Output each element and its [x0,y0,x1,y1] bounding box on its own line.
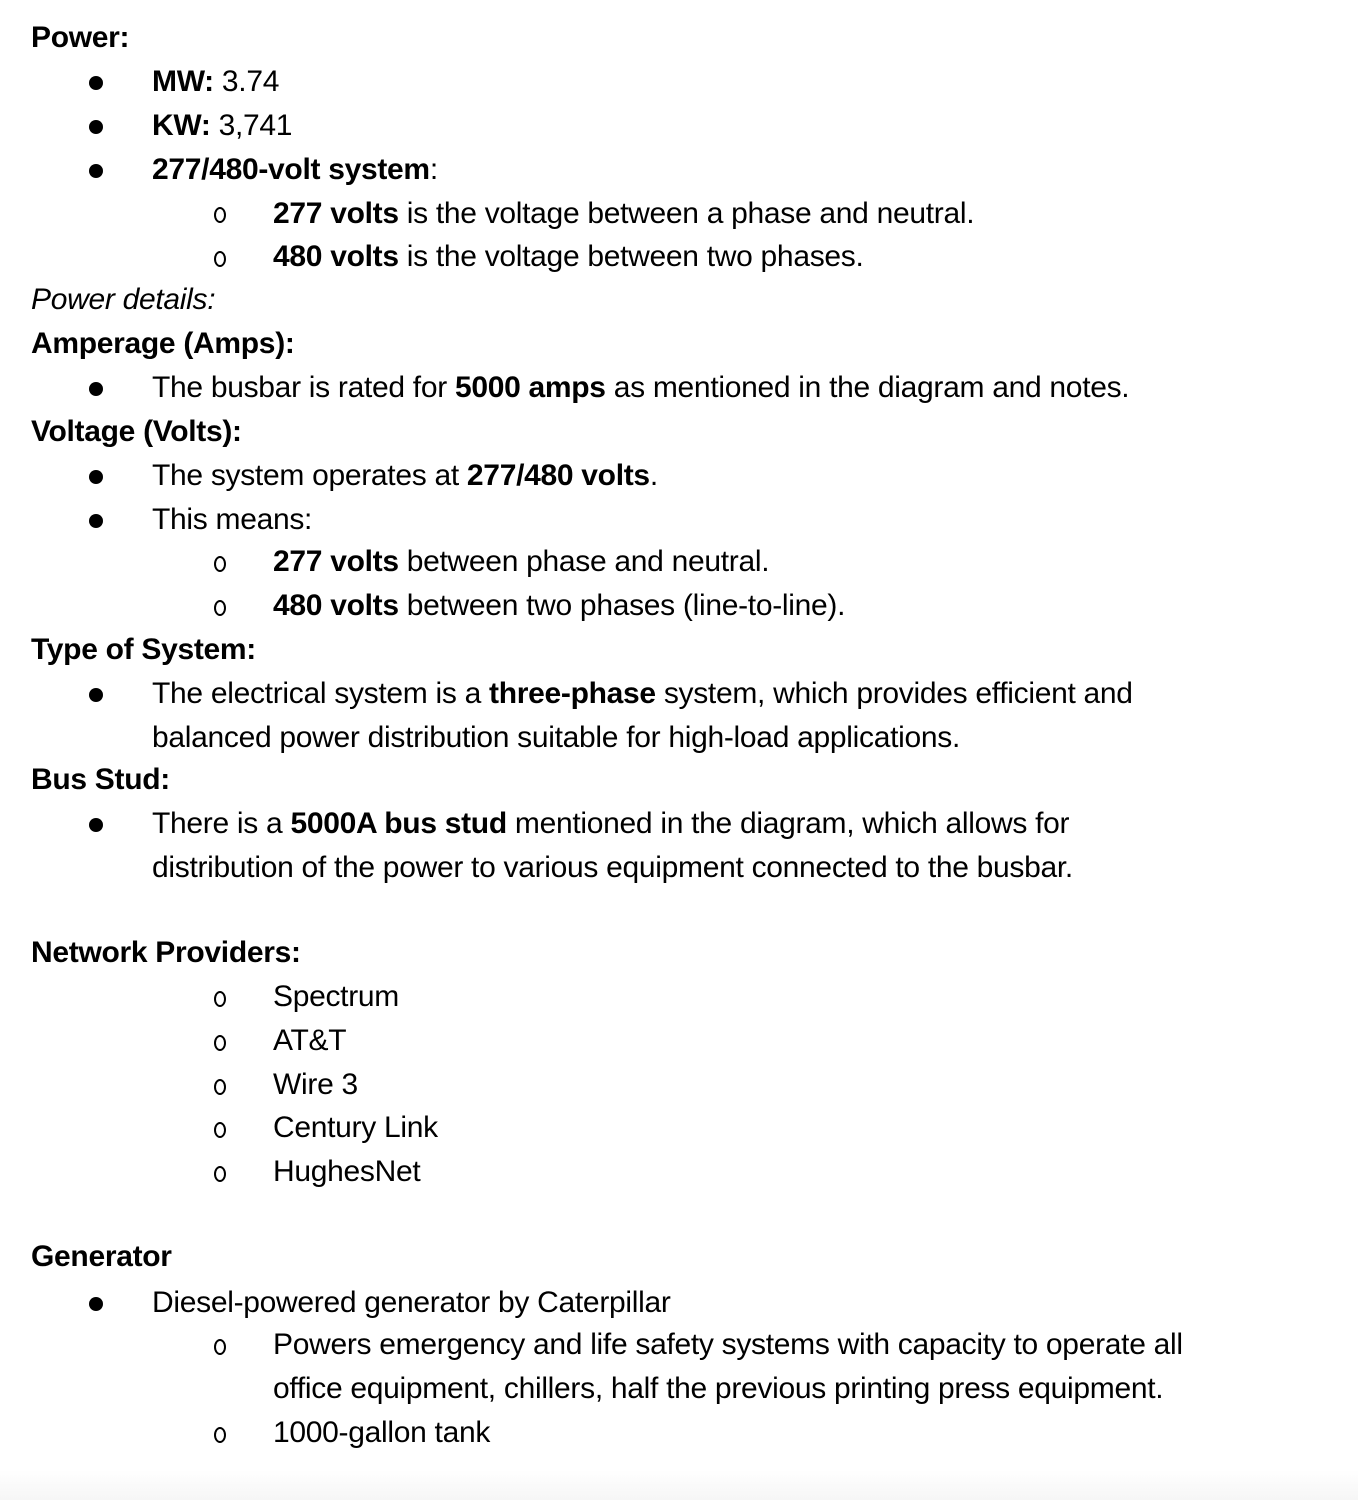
hollow-bullet-icon [214,1166,226,1182]
voltage-sub-277-bold: 277 volts [273,545,399,578]
amperage-pre: The busbar is rated for [152,371,455,404]
power-details-label: Power details: [31,283,216,316]
voltage-item-1 [152,458,658,494]
voltage-sub-480-bold: 480 volts [273,589,399,622]
generator-heading: Generator [31,1240,172,1273]
hollow-bullet-icon [214,1427,226,1443]
generator-sub-1-line2: office equipment, chillers, half the previous printing press equipment. [273,1372,1164,1405]
power-system-colon: : [429,153,438,186]
hollow-bullet-icon [214,991,226,1007]
network-provider: AT&T [273,1024,347,1057]
voltage-sub-277-text: between phase and neutral. [398,545,770,578]
hollow-bullet-icon [214,1339,226,1355]
voltage-heading: Voltage (Volts): [31,415,242,448]
voltage-item-1-post: . [649,459,658,492]
system-type-line2: balanced power distribution suitable for high-load applications. [152,721,960,754]
network-heading: Network Providers: [31,936,301,969]
power-kw-value: 3,741 [210,109,293,142]
power-sub-277 [273,196,974,232]
power-mw [152,64,279,100]
power-heading: Power: [31,21,130,54]
bullet-icon [89,164,103,178]
voltage-item-2: This means: [152,503,313,536]
bullet-icon [89,1297,103,1311]
voltage-item-1-pre: The system operates at [152,459,467,492]
voltage-sub-480 [273,588,845,624]
generator-item: Diesel-powered generator by Caterpillar [152,1286,671,1319]
amperage-heading: Amperage (Amps): [31,327,295,360]
bullet-icon [89,76,103,90]
power-kw-label: KW: [152,109,211,142]
hollow-bullet-icon [214,251,226,267]
bus-stud-line2: distribution of the power to various equipment connected to the busbar. [152,851,1073,884]
bus-stud-heading: Bus Stud: [31,763,170,796]
amperage-post: as mentioned in the diagram and notes. [605,371,1130,404]
network-provider: HughesNet [273,1155,421,1188]
hollow-bullet-icon [214,1079,226,1095]
system-type-bold: three-phase [489,677,656,710]
network-provider: Century Link [273,1111,438,1144]
hollow-bullet-icon [214,1122,226,1138]
generator-sub-2: 1000-gallon tank [273,1416,491,1449]
bullet-icon [89,470,103,484]
power-mw-value: 3.74 [213,65,280,98]
bullet-icon [89,514,103,528]
bus-stud-item [152,806,1069,842]
hollow-bullet-icon [214,207,226,223]
power-sub-480-text: is the voltage between two phases. [398,240,864,273]
voltage-item-1-bold: 277/480 volts [466,459,650,492]
bullet-icon [89,688,103,702]
network-provider: Spectrum [273,980,399,1013]
bus-stud-bold: 5000A bus stud [290,807,507,840]
system-type-heading: Type of System: [31,633,256,666]
amperage-bold: 5000 amps [454,371,606,404]
system-type-item [152,676,1133,712]
hollow-bullet-icon [214,600,226,616]
bullet-icon [89,818,103,832]
system-type-post: system, which provides efficient and [655,677,1133,710]
power-mw-label: MW: [152,65,214,98]
power-kw [152,108,292,144]
amperage-item [152,370,1129,406]
power-system-label: 277/480-volt system [152,153,430,186]
power-sub-480-bold: 480 volts [273,240,399,273]
generator-sub-1-line1: Powers emergency and life safety systems with capacity to operate all [273,1328,1183,1361]
power-sub-480 [273,239,864,275]
bus-stud-post: mentioned in the diagram, which allows for [506,807,1070,840]
bullet-icon [89,382,103,396]
network-provider: Wire 3 [273,1068,358,1101]
power-sub-277-bold: 277 volts [273,197,399,230]
voltage-sub-480-text: between two phases (line-to-line). [398,589,846,622]
power-system [152,152,438,188]
bullet-icon [89,120,103,134]
bus-stud-pre: There is a [152,807,291,840]
power-sub-277-text: is the voltage between a phase and neutral. [398,197,975,230]
hollow-bullet-icon [214,1035,226,1051]
system-type-pre: The electrical system is a [152,677,490,710]
voltage-sub-277 [273,544,769,580]
hollow-bullet-icon [214,556,226,572]
